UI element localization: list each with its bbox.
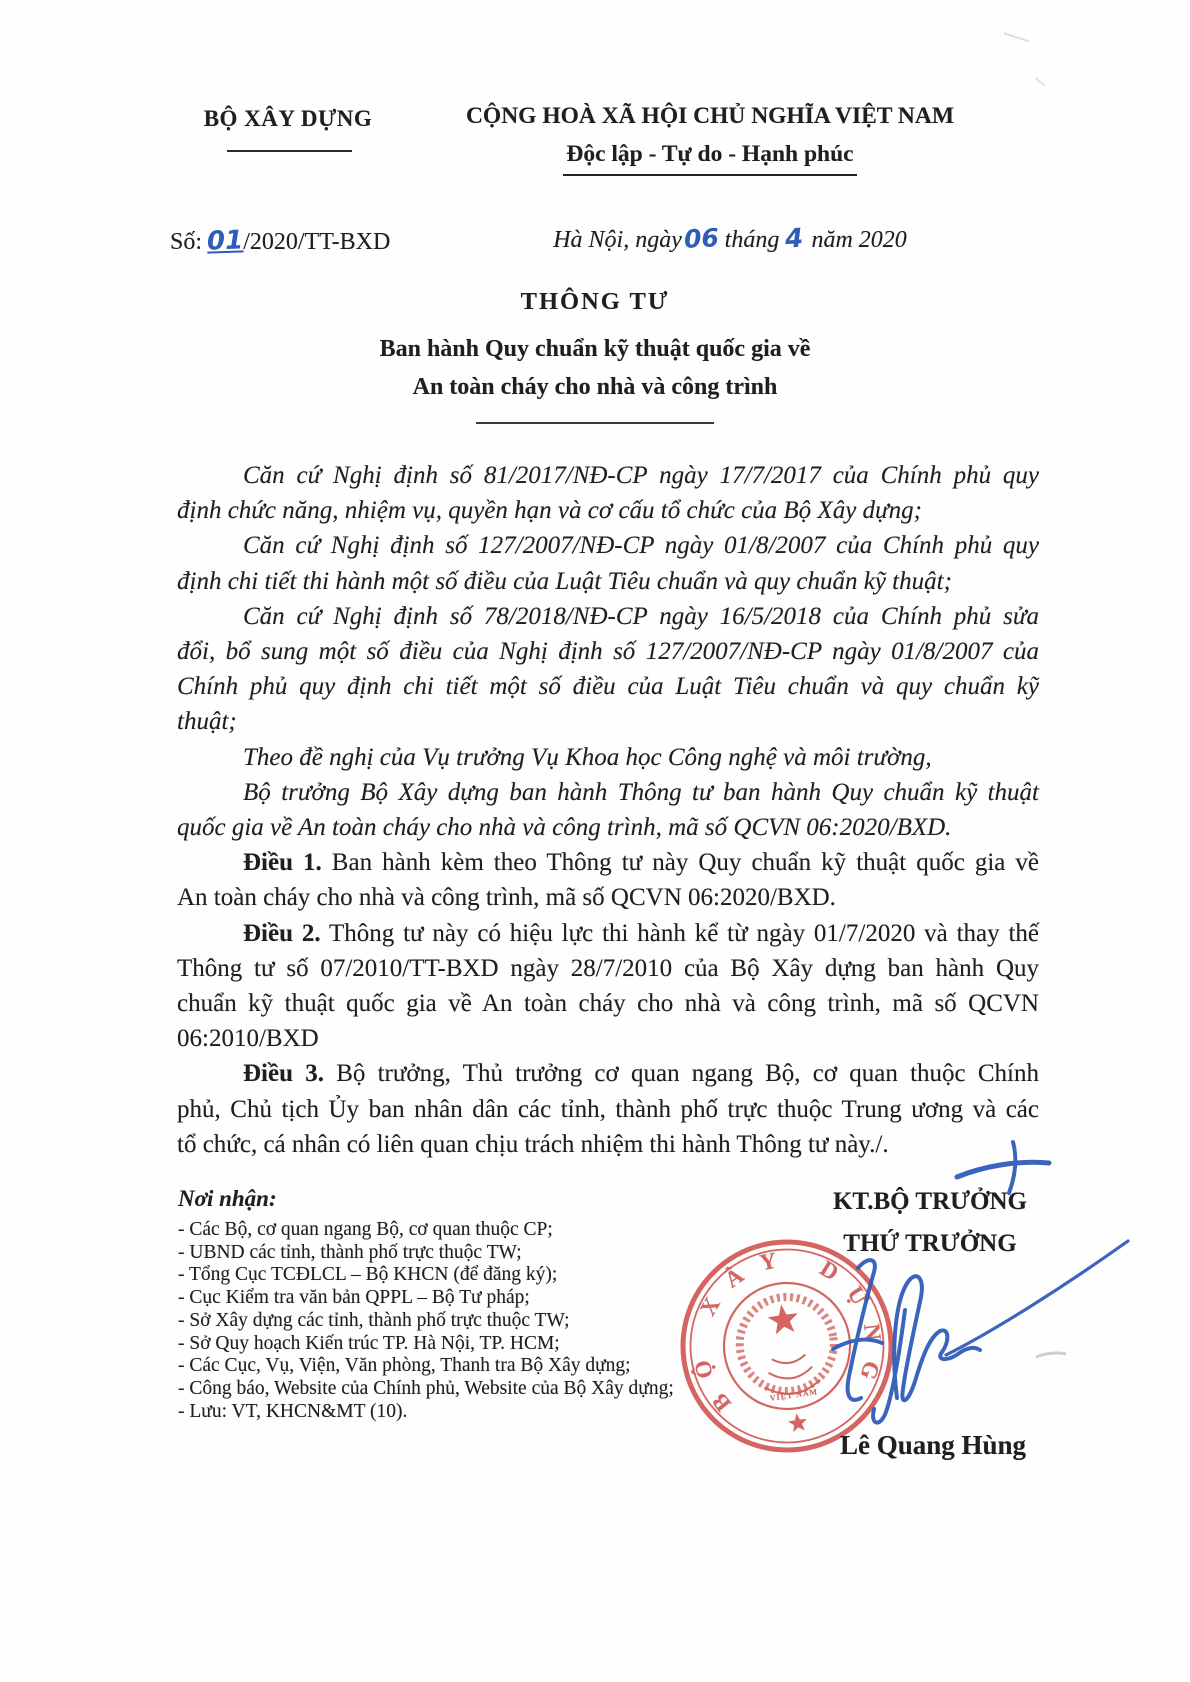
body-line: thuật; [177, 708, 237, 736]
title-line2: An toàn cháy cho nhà và công trình [412, 374, 778, 400]
document-body [177, 458, 1039, 1162]
signer-position-line: THỨ TRƯỞNG [843, 1230, 1017, 1257]
body-line: Thông tư số 07/2010/TT-BXD ngày 28/7/2010 của Bộ Xây dựng ban hành Quy [177, 954, 1039, 982]
body-line: quốc gia về An toàn cháy cho nhà và công trình, mã số QCVN 06:2020/BXD. [177, 814, 952, 842]
body-line: 06:2010/BXD [177, 1025, 319, 1053]
initial-mark-vertical [1009, 1142, 1015, 1193]
body-line: định chức năng, nhiệm vụ, quyền hạn và cơ cấu tổ chức của Bộ Xây dựng; [177, 497, 923, 525]
motto-underlined-text: Độc lập - Tự do - Hạnh phúc [563, 141, 856, 176]
document-type: THÔNG TƯ [520, 288, 670, 315]
recipient-item: - Các Cục, Vụ, Viện, Văn phòng, Thanh tra Bộ Xây dựng; [178, 1355, 631, 1377]
article-lead: Điều 3. [243, 1060, 324, 1088]
initial-mark-horizontal [957, 1162, 1049, 1177]
stamp-bottom-star [787, 1412, 808, 1433]
recipient-item: - Sở Quy hoạch Kiến trúc TP. Hà Nội, TP. HCM; [178, 1332, 560, 1354]
body-line: định chi tiết thi hành một số điều của Luật Tiêu chuẩn và quy chuẩn kỹ thuật; [177, 567, 952, 595]
national-header-line1: CỘNG HOÀ XÃ HỘI CHỦ NGHĨA VIỆT NAM [465, 103, 955, 129]
body-line: Điều 2. Thông tư này có hiệu lực thi hành kể từ ngày 01/7/2020 và thay thế [243, 919, 1040, 947]
title-rule [476, 422, 714, 424]
recipients-list [178, 1219, 718, 1423]
body-line: Căn cứ Nghị định số 81/2017/NĐ-CP ngày 17/7/2017 của Chính phủ quy [243, 462, 1039, 489]
issuing-org-name: BỘ XÂY DỰNG [203, 106, 373, 131]
doc-number-label: Số: [170, 229, 203, 255]
recipient-item: - Các Bộ, cơ quan ngang Bộ, cơ quan thuộc CP; [178, 1219, 553, 1240]
signer-name: Lê Quang Hùng [839, 1430, 1027, 1460]
pencil-dash [1036, 1353, 1066, 1357]
recipient-item: - UBND các tỉnh, thành phố trực thuộc TW; [178, 1241, 522, 1263]
stamp-banner-text: VIỆT NAM [769, 1387, 819, 1403]
national-header-line2 [430, 141, 990, 176]
body-line: An toàn cháy cho nhà và công trình, mã số QCVN 06:2020/BXD. [177, 884, 836, 912]
body-line: tổ chức, cá nhân có liên quan chịu trách nhiệm thi hành Thông tư này./. [177, 1130, 889, 1158]
recipient-item: - Tổng Cục TCĐLCL – Bộ KHCN (để đăng ký); [178, 1264, 558, 1286]
body-line: Bộ trưởng Bộ Xây dựng ban hành Thông tư ban hành Quy chuẩn kỹ thuật [243, 778, 1039, 806]
scan-speck [1031, 77, 1045, 91]
recipients-block [178, 1186, 718, 1423]
signer-authority-line: KT.BỘ TRƯỞNG [832, 1188, 1027, 1215]
body-line: Theo đề nghị của Vụ trưởng Vụ Khoa học Công nghệ và môi trường, [243, 743, 932, 771]
document-number [170, 226, 390, 256]
stamp-center-star [766, 1302, 800, 1335]
recipient-item: - Công báo, Website của Chính phủ, Website của Bộ Xây dựng; [178, 1377, 674, 1399]
place-and-date-line [530, 224, 930, 254]
handwritten-doc-number: 01 [206, 225, 244, 257]
body-line: Chính phủ quy định chi tiết một số điều của Luật Tiêu chuẩn và quy chuẩn kỹ [177, 673, 1039, 701]
document-title-block [150, 288, 1040, 424]
recipients-label: Nơi nhận: [178, 1186, 277, 1211]
signature-stroke-3 [894, 1276, 980, 1400]
signature-flourish [946, 1241, 1128, 1355]
body-line: Điều 3. Bộ trưởng, Thủ trưởng cơ quan ngang Bộ, cơ quan thuộc Chính [243, 1060, 1040, 1088]
body-line: chuẩn kỹ thuật quốc gia về An toàn cháy cho nhà và công trình, mã số QCVN [177, 990, 1039, 1018]
recipient-item: - Lưu: VT, KHCN&MT (10). [178, 1400, 408, 1422]
signature-stroke-1 [848, 1260, 875, 1400]
article-lead: Điều 1. [243, 849, 322, 877]
handwritten-month: 4 [784, 223, 805, 255]
doc-number-suffix: /2020/TT-BXD [243, 229, 391, 255]
recipient-item: - Cục Kiểm tra văn bản QPPL – Bộ Tư pháp; [178, 1287, 530, 1309]
stamp-ring-text: BỘ XÂY DỰNG [687, 1246, 887, 1417]
date-middle: tháng [724, 227, 780, 253]
date-suffix: năm 2020 [811, 227, 907, 253]
body-line: Căn cứ Nghị định số 78/2018/NĐ-CP ngày 16/5/2018 của Chính phủ sửa [243, 602, 1039, 630]
article-lead: Điều 2. [243, 919, 321, 947]
signature-descender [873, 1310, 905, 1423]
body-line: đổi, bổ sung một số điều của Nghị định số 127/2007/NĐ-CP ngày 01/8/2007 của [177, 638, 1039, 666]
recipient-item: - Sở Xây dựng các tỉnh, thành phố trực thuộc TW; [178, 1309, 570, 1331]
org-underline [227, 150, 352, 152]
handwritten-day: 06 [683, 223, 720, 254]
body-line: Điều 1. Ban hành kèm theo Thông tư này Quy chuẩn kỹ thuật quốc gia về [243, 849, 1039, 877]
body-line: phủ, Chủ tịch Ủy ban nhân dân các tỉnh, thành phố trực thuộc Trung ương và các [177, 1095, 1039, 1123]
date-prefix: Hà Nội, ngày [553, 227, 682, 253]
scan-speck [1001, 32, 1029, 50]
title-line1: Ban hành Quy chuẩn kỹ thuật quốc gia về [379, 336, 811, 362]
body-line: Căn cứ Nghị định số 127/2007/NĐ-CP ngày 01/8/2007 của Chính phủ quy [243, 532, 1039, 560]
handwritten-signature [820, 1130, 1160, 1440]
